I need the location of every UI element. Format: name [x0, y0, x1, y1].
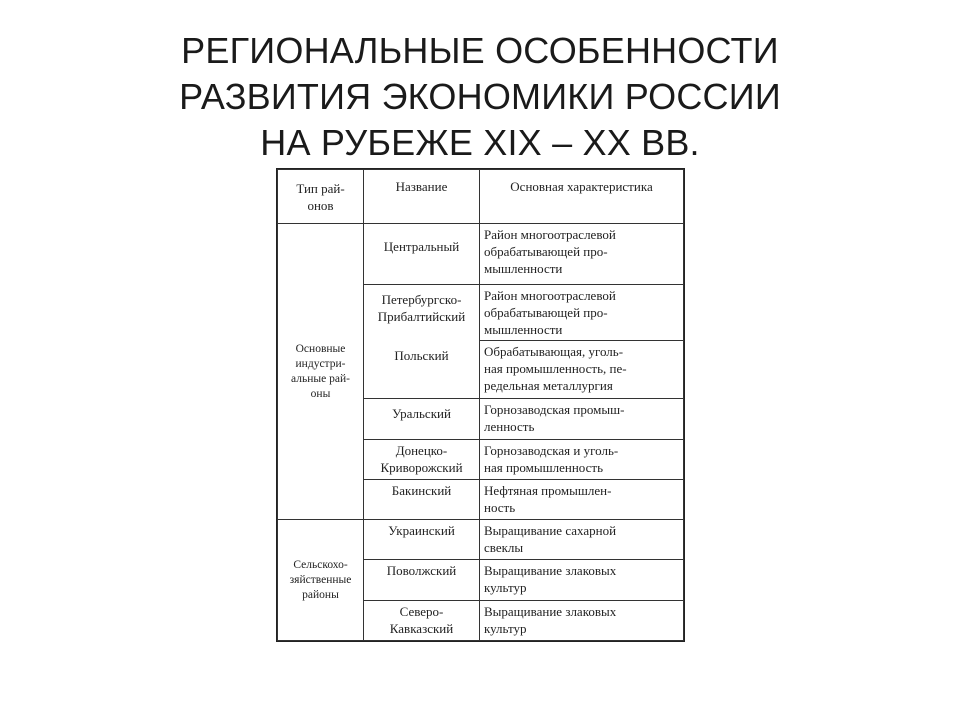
header-desc: Основная характеристика — [480, 170, 684, 224]
region-name-line2: Криворожский — [380, 459, 463, 475]
region-desc — [480, 284, 684, 340]
title-line-2: РАЗВИТИЯ ЭКОНОМИКИ РОССИИ — [179, 76, 781, 117]
region-name-line1: Донецко- — [395, 442, 448, 458]
region-name-line1: Польский — [394, 347, 449, 363]
page-title — [0, 28, 960, 166]
region-desc-line3: мышленности — [484, 321, 563, 337]
region-name — [364, 224, 480, 284]
region-name-line1: Уральский — [392, 406, 451, 422]
group-agricultural — [278, 520, 364, 641]
region-name-line1: Поволжский — [386, 563, 457, 579]
region-name-line1: Центральный — [383, 239, 460, 255]
table-row — [278, 224, 684, 284]
group-agricultural-line2: зяйственные — [289, 573, 352, 586]
region-desc-line2: культур — [484, 620, 527, 636]
region-desc — [480, 439, 684, 479]
region-desc-line1: Горнозаводская и уголь- — [484, 442, 619, 458]
region-desc-line2: обрабатывающей про- — [484, 304, 608, 320]
region-desc-line1: Выращивание сахарной — [484, 523, 617, 539]
region-desc-line1: Район многоотраслевой — [484, 227, 616, 243]
group-industrial — [278, 224, 364, 520]
regions-table — [276, 168, 685, 642]
region-desc-line1: Выращивание злаковых — [484, 563, 617, 579]
region-desc — [480, 399, 684, 439]
region-desc-line1: Район многоотраслевой — [484, 287, 616, 303]
region-desc — [480, 520, 684, 560]
region-desc — [480, 479, 684, 519]
header-type — [278, 170, 364, 224]
region-desc-line1: Горнозаводская промыш- — [484, 402, 625, 418]
region-desc-line3: мышленности — [484, 261, 563, 277]
table-header-row — [278, 170, 684, 224]
group-industrial-line3: альные рай- — [291, 372, 350, 385]
region-name-line1: Украинский — [388, 523, 455, 539]
region-name — [364, 284, 480, 399]
region-name-line1: Северо- — [399, 603, 444, 619]
region-name — [364, 439, 480, 479]
region-desc-line1: Выращивание злаковых — [484, 603, 617, 619]
region-desc — [480, 600, 684, 640]
region-name — [364, 479, 480, 519]
region-desc-line1: Нефтяная промышлен- — [484, 482, 612, 498]
region-desc — [480, 560, 684, 600]
region-desc-line1: Обрабатывающая, уголь- — [484, 344, 624, 360]
region-desc-line2: ленность — [484, 419, 535, 435]
region-name — [364, 600, 480, 640]
title-line-3: НА РУБЕЖЕ XIX – XX ВВ. — [260, 122, 700, 163]
region-desc — [480, 224, 684, 284]
region-desc-line2: обрабатывающей про- — [484, 244, 608, 260]
region-name — [364, 399, 480, 439]
region-desc-line3: редельная металлургия — [484, 378, 613, 394]
region-desc-line2: ная промышленность — [484, 459, 604, 475]
region-name-line1: Бакинский — [391, 482, 452, 498]
region-desc-line2: культур — [484, 580, 527, 596]
region-name-line2: Прибалтийский — [377, 308, 466, 324]
group-industrial-line4: оны — [310, 387, 331, 400]
region-desc-line2: свеклы — [484, 540, 524, 556]
region-name-line2: Кавказский — [389, 620, 454, 636]
table-row — [278, 520, 684, 560]
header-name: Название — [364, 170, 480, 224]
group-industrial-line1: Основные — [295, 342, 346, 355]
region-desc-line2: ная промышленность, пе- — [484, 361, 627, 377]
group-agricultural-line3: районы — [302, 588, 339, 601]
region-desc-line2: ность — [484, 499, 516, 515]
header-type-line2: онов — [307, 197, 334, 213]
region-name — [364, 560, 480, 600]
header-type-line1: Тип рай- — [296, 180, 345, 196]
region-name-line1: Петербургско- — [381, 291, 462, 307]
region-name — [364, 520, 480, 560]
title-line-1: РЕГИОНАЛЬНЫЕ ОСОБЕННОСТИ — [181, 30, 779, 71]
group-industrial-line2: индустри- — [295, 357, 346, 370]
group-agricultural-line1: Сельскохо- — [293, 558, 348, 571]
region-desc — [480, 341, 684, 399]
